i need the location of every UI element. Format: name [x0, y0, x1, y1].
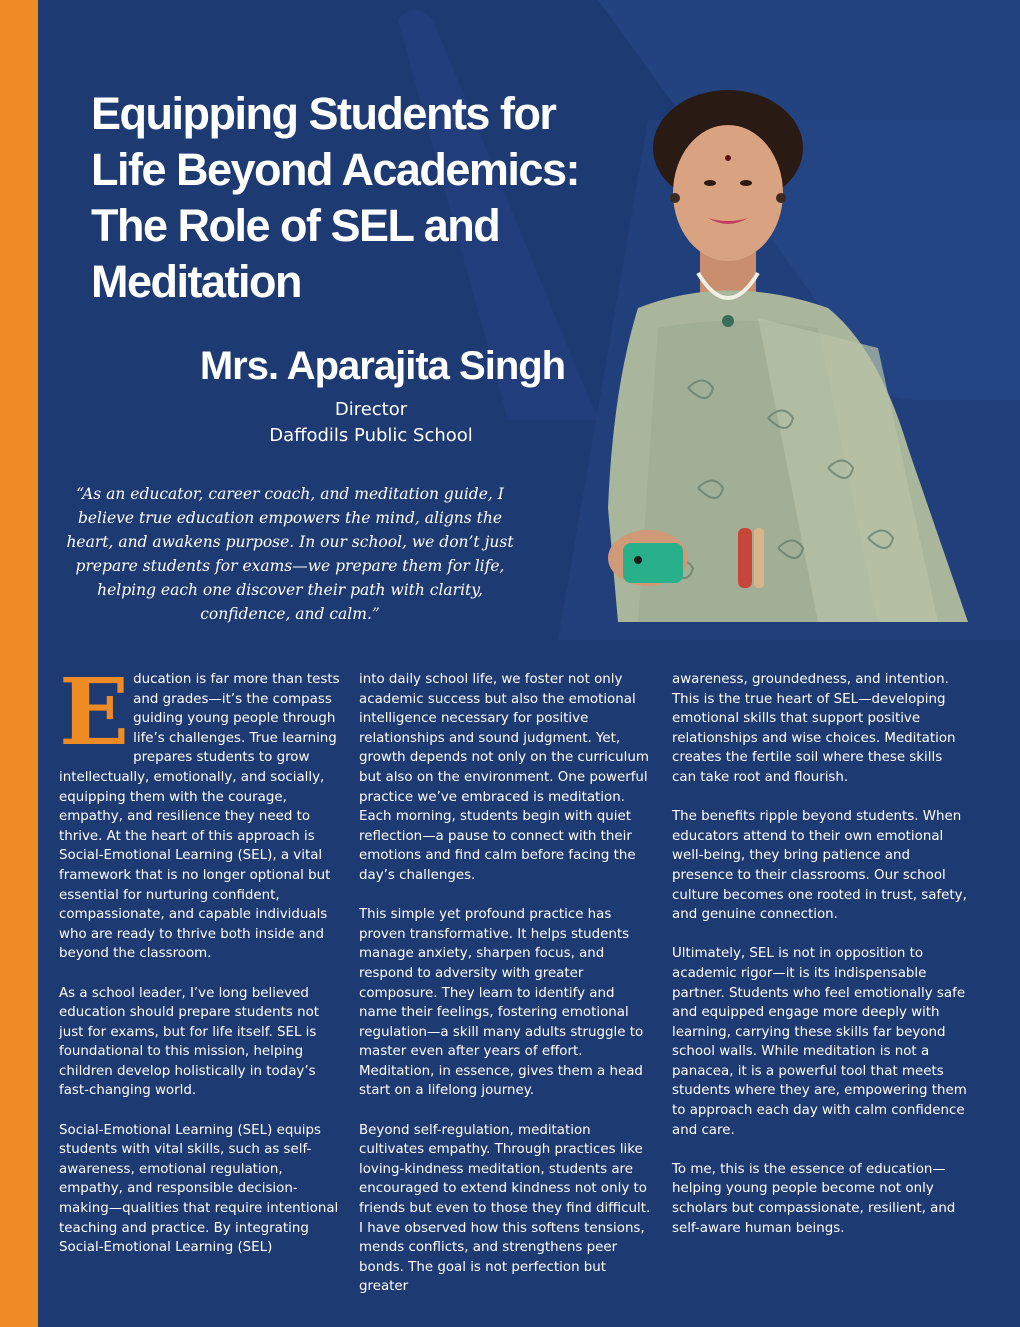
author-name: Mrs. Aparajita Singh [199, 344, 566, 388]
body-paragraph: This simple yet profound practice has proven transformative. It helps students manage anxiety, sharpen focus, and respond to adversity with greater composure. They learn to identify and name their feelings, fostering emotional regulation—a skill many adults struggle to master even after years of effort. Meditation, in essence, gives them a head start on a lifelong journey. [359, 907, 644, 1099]
body-paragraph: into daily school life, we foster not only academic success but also the emotional intelligence necessary for positive relationships and sound judgment. Yet, growth depends not only on the curriculum but also on the environment. One powerful practice we’ve embraced is meditation. Each morning, students begin with quiet reflection—a pause to connect with their emotions and find calm before facing the day’s challenges. [359, 672, 649, 883]
body-column-3 [672, 670, 968, 1258]
accent-bar [0, 0, 38, 1327]
body-paragraph: Education is far more than tests and grades—it’s the compass guiding young people through life’s challenges. True learning prepares students to grow intellectually, emotionally, and socially, equipping them with the courage, empathy, and resilience they need to thrive. At the heart of this approach is Social-Emotional Learning (SEL), a vital framework that is no longer optional but essential for nurturing confident, compassionate, and capable individuals who are ready to thrive both inside and beyond the classroom. [59, 658, 340, 962]
title-line: Equipping Students for [91, 88, 556, 139]
body-paragraph: Beyond self-regulation, meditation cultivates empathy. Through practices like loving-kindness meditation, students are encouraged to extend kindness not only to friends but even to those they find difficult. I have observed how this softens tensions, mends conflicts, and strengthens peer bonds. The goal is not perfection but greater [359, 1122, 651, 1295]
body-column-1 [59, 658, 341, 1277]
title-line: Meditation [91, 256, 301, 307]
title-line: The Role of SEL and [91, 200, 500, 251]
author-school: Daffodils Public School [269, 425, 473, 446]
author-credentials [200, 397, 542, 449]
body-paragraph: To me, this is the essence of education—helping young people become not only scholars but compassionate, resilient, and self-aware human beings. [672, 1161, 956, 1236]
pull-quote: “As an educator, career coach, and meditation guide, I believe true education empowers the mind, aligns the heart, and awakens purpose. In our school, we don’t just prepare students for exams—we prepare them for life, helping each one discover their path with clarity, confidence, and calm.” [66, 485, 514, 623]
body-paragraph: As a school leader, I’ve long believed education should prepare students not just for exams, but for life itself. SEL is foundational to this mission, helping children develop holistically in today’s fast-changing world. [59, 985, 320, 1099]
article-title [91, 86, 611, 310]
title-line: Life Beyond Academics: [91, 144, 579, 195]
author-role: Director [334, 399, 408, 420]
drop-cap: E [59, 658, 130, 766]
body-paragraph: The benefits ripple beyond students. When educators attend to their own emotional well-being, they bring patience and presence to their classrooms. Our school culture becomes one rooted in trust, safety, and genuine connection. [672, 809, 967, 923]
body-paragraph: Social-Emotional Learning (SEL) equips students with vital skills, such as self-awareness, emotional regulation, empathy, and responsible decision-making—qualities that require intentional teaching and practice. By integrating Social-Emotional Learning (SEL) [59, 1122, 339, 1256]
body-paragraph: awareness, groundedness, and intention. This is the true heart of SEL—developing emotional skills that support positive relationships and wise choices. Meditation creates the fertile soil where these skills can take root and flourish. [672, 672, 956, 785]
body-paragraph: Ultimately, SEL is not in opposition to academic rigor—it is its indispensable partner. Students who feel emotionally safe and equipped engage more deeply with learning, carrying these skills far beyond school walls. While meditation is not a panacea, it is a powerful tool that meets students where they are, empowering them to approach each day with calm confidence and care. [672, 946, 967, 1138]
author-portrait [578, 88, 978, 622]
body-column-2 [359, 670, 655, 1317]
